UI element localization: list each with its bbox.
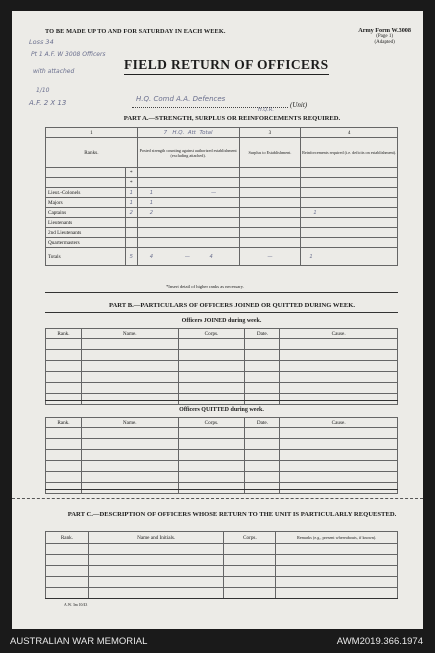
form-name: Army Form W.3008 [358,27,411,34]
joined-col-cause: Cause. [280,329,398,339]
hw-corner-2: Pt 1 A.F. W 3008 Officers [31,51,106,58]
quitted-col-date: Date. [245,418,280,428]
rank-2nd-lieutenants: 2nd Lieutenants [46,228,126,238]
part-c-rule-bottom [45,598,398,599]
hw-unit-sub: H.Q.R. [258,107,274,113]
partc-col-corps: Corps. [224,532,276,544]
col-reinf-header: Reinforcements required (i.e. deficits on establishment). [301,138,398,168]
rank-row-blank-1 [46,168,126,178]
rank-totals: Totals [46,248,126,266]
form-adapted: (Adapted) [374,40,395,45]
joined-col-name: Name. [81,329,178,339]
form-sheet [12,11,423,629]
rank-majors: Majors [46,198,126,208]
joined-col-corps: Corps. [178,329,245,339]
partc-col-name: Name and Initials. [88,532,224,544]
joined-col-date: Date. [245,329,280,339]
quitted-col-name: Name. [81,418,178,428]
partc-col-remarks: Remarks (e.g., present whereabouts, if known). [276,532,398,544]
part-a-heading: PART A.—STRENGTH, SURPLUS OR REINFORCEMENTS REQUIRED. [123,115,341,122]
form-number [358,27,411,46]
quitted-col-rank: Rank. [46,418,82,428]
part-a-rule [45,292,398,293]
footer-institution: AUSTRALIAN WAR MEMORIAL [10,636,148,647]
hw-totals-reinf: 1 [301,248,398,266]
quitted-col-cause: Cause. [280,418,398,428]
unit-label: (Unit) [290,101,308,109]
hw-majors-b-val: 1 [149,199,154,206]
part-c-table [45,531,398,599]
hw-ltcol-c-val: — [211,189,217,196]
rank-star-1: * [125,168,137,178]
part-a-table [45,127,398,266]
hw-captains-reinf: 1 [301,208,398,218]
part-b-rule-bottom [45,489,398,490]
hw-col-total: Total [199,129,213,136]
joined-rule-bottom [45,400,398,401]
quitted-col-corps: Corps. [178,418,245,428]
hw-col-7: 7 [163,129,168,136]
footer-accession: AWM2019.366.1974 [336,636,423,647]
rank-lt-col: Lieut.-Colonels [46,188,126,198]
hw-totals-a: 5 [125,248,137,266]
hw-totals-d-val: 4 [209,253,213,260]
hw-captains-b-val: 2 [149,209,154,216]
col-num-4: 4 [301,128,398,138]
hw-majors-a: 1 [125,198,137,208]
part-b-heading: PART B.—PARTICULARS OF OFFICERS JOINED OR QUITTED DURING WEEK. [108,302,356,309]
col-surplus-header: Surplus to Establishment. [239,138,301,168]
rank-captains: Captains [46,208,126,218]
partc-col-rank: Rank. [46,532,89,544]
col-posted-header: Posted strength counting against authorized establishment (excluding attached). [137,138,239,168]
rank-quartermasters: Quartermasters [46,238,126,248]
header-instruction: TO BE MADE UP TO AND FOR SATURDAY IN EACH WEEK. [45,28,226,35]
hw-captains-a: 2 [125,208,137,218]
quitted-table [45,417,398,494]
form-title: FIELD RETURN OF OFFICERS [124,57,329,75]
hw-corner-4: 1/10 [36,87,50,94]
hw-totals-b [137,248,239,266]
rank-lieutenants: Lieutenants [46,218,126,228]
hw-col-head [164,130,213,136]
hw-col-att: Att [187,129,196,136]
col-ranks-header: Ranks. [46,138,138,168]
part-a-footnote: *Insert detail of higher ranks as necessary. [166,284,244,289]
hw-totals-surplus: — [239,248,301,266]
rank-row-blank-2 [46,178,126,188]
hw-corner-3: with attached [33,68,75,75]
part-b-rule-top [45,312,398,313]
rank-star-2: * [125,178,137,188]
hw-majors-b [137,198,239,208]
hw-ltcol-a: 1 [125,188,137,198]
part-c-heading: PART C.—DESCRIPTION OF OFFICERS WHOSE RETURN TO THE UNIT IS PARTICULARLY REQUESTED. [67,511,397,518]
hw-unit-name: H.Q. Comd A.A. Defences [136,95,226,103]
col-num-2 [137,128,239,138]
col-num-1: 1 [46,128,138,138]
col-num-3: 3 [239,128,301,138]
hw-ltcol-b [137,188,239,198]
print-code: A.W. 3m 10/43 [64,603,88,607]
hw-ltcol-b-val: 1 [149,189,154,196]
form-page: (Page 1) [376,34,394,39]
hw-totals-b-val: 4 [149,253,154,260]
hw-col-hq: H.Q. [172,129,185,136]
quitted-title: Officers QUITTED during week. [179,407,264,413]
joined-table [45,328,398,405]
hw-captains-b [137,208,239,218]
hw-totals-c-val: — [184,253,190,260]
joined-title: Officers JOINED during week. [181,318,262,324]
hw-corner-1: Loss 34 [29,38,54,46]
perforation-line [12,498,423,499]
hw-corner-5: A.F. 2 X 13 [29,99,67,107]
unit-underline [132,107,288,108]
joined-col-rank: Rank. [46,329,82,339]
